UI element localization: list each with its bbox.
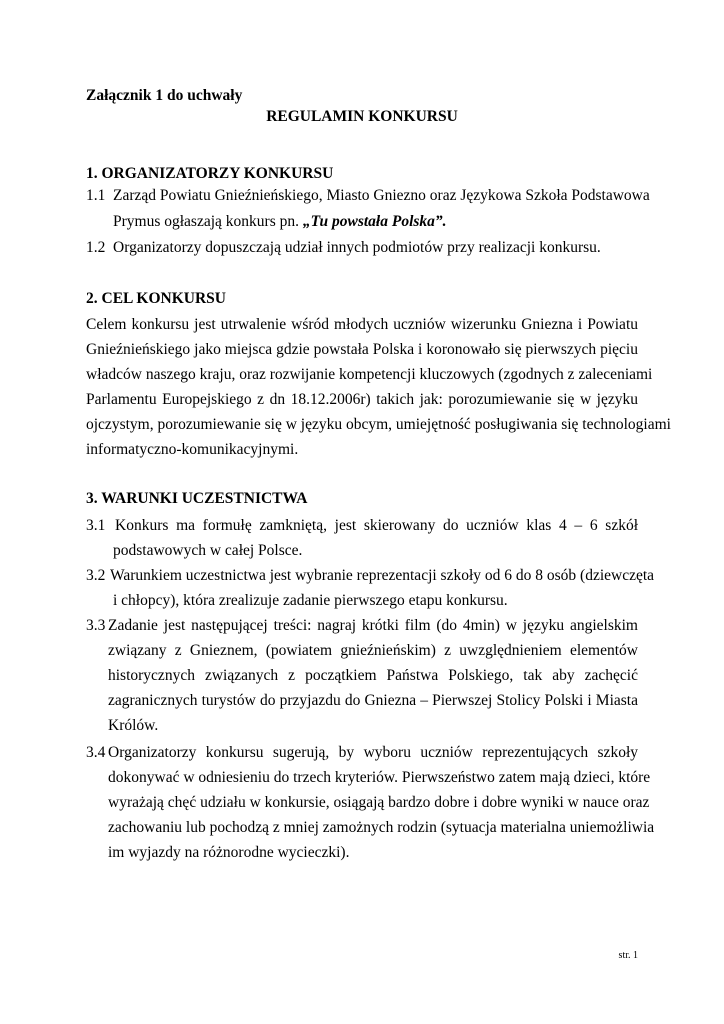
paragraph-line: Gnieźnieńskiego jako miejsca gdzie powstała Polska i koronowało się pierwszych pięciu — [86, 341, 638, 358]
annex-label: Załącznik 1 do uchwały — [86, 87, 243, 104]
paragraph-line: Konkurs ma formułę zamkniętą, jest skierowany do uczniów klas 4 – 6 szkół — [115, 517, 638, 534]
section-1-heading: 1. ORGANIZATORZY KONKURSU — [86, 165, 334, 182]
paragraph-line: zagranicznych turystów do przyjazdu do Gniezna – Pierwszej Stolicy Polski i Miasta — [108, 692, 638, 709]
paragraph-line: ojczystym, porozumiewanie się w języku obcym, umiejętność posługiwania się technologiami — [86, 416, 671, 433]
contest-title: „Tu powstała Polska”. — [302, 213, 447, 230]
item-number: 3.3 — [86, 617, 106, 634]
paragraph-line: związany z Gnieznem, (powiatem gnieźnieńskim) z uwzględnieniem elementów — [108, 642, 638, 659]
paragraph-line: im wyjazdy na różnorodne wycieczki). — [108, 844, 350, 861]
paragraph-text: Prymus ogłaszają konkurs pn. — [113, 213, 303, 230]
paragraph-line: i chłopcy), która zrealizuje zadanie pierwszego etapu konkursu. — [113, 592, 508, 609]
paragraph-line: Celem konkursu jest utrwalenie wśród młodych uczniów wizerunku Gniezna i Powiatu — [86, 316, 638, 333]
paragraph-line: dokonywać w odniesieniu do trzech kryteriów. Pierwszeństwo zatem mają dzieci, które — [108, 769, 651, 786]
section-2-heading: 2. CEL KONKURSU — [86, 290, 226, 307]
paragraph-line — [113, 212, 447, 232]
paragraph-line: Zadanie jest następującej treści: nagraj krótki film (do 4min) w języku angielskim — [108, 617, 638, 634]
paragraph-line: informatyczno-komunikacyjnymi. — [86, 441, 299, 458]
item-number: 1.2 — [86, 239, 106, 256]
item-number: 3.1 — [86, 517, 106, 534]
paragraph-line: władców naszego kraju, oraz rozwijanie kompetencji kluczowych (zgodnych z zaleceniami — [86, 366, 653, 383]
page-number: str. 1 — [618, 950, 638, 961]
paragraph-line: Królów. — [108, 717, 159, 734]
item-number: 3.2 — [86, 567, 106, 584]
paragraph-line: Warunkiem uczestnictwa jest wybranie reprezentacji szkoły od 6 do 8 osób (dziewczęta — [110, 567, 655, 584]
paragraph-line: Organizatorzy dopuszczają udział innych podmiotów przy realizacji konkursu. — [113, 239, 601, 256]
paragraph-line: Organizatorzy konkursu sugerują, by wyboru uczniów reprezentujących szkoły — [108, 744, 638, 761]
paragraph-line: zachowaniu lub pochodzą z mniej zamożnych rodzin (sytuacja materialna uniemożliwia — [108, 819, 655, 836]
paragraph-line: Zarząd Powiatu Gnieźnieńskiego, Miasto Gniezno oraz Językowa Szkoła Podstawowa — [113, 187, 650, 204]
item-number: 3.4 — [86, 744, 106, 761]
paragraph-line: historycznych związanych z początkiem Państwa Polskiego, tak aby zachęcić — [108, 667, 638, 684]
paragraph-line: wyrażają chęć udziału w konkursie, osiągają bardzo dobre i dobre wyniki w nauce oraz — [108, 794, 650, 811]
paragraph-line: podstawowych w całej Polsce. — [113, 542, 303, 559]
section-3-heading: 3. WARUNKI UCZESTNICTWA — [86, 490, 308, 507]
paragraph-line: Parlamentu Europejskiego z dn 18.12.2006r) takich jak: porozumiewanie się w języku — [86, 391, 638, 408]
document-title: REGULAMIN KONKURSU — [266, 108, 458, 125]
item-number: 1.1 — [86, 187, 106, 204]
